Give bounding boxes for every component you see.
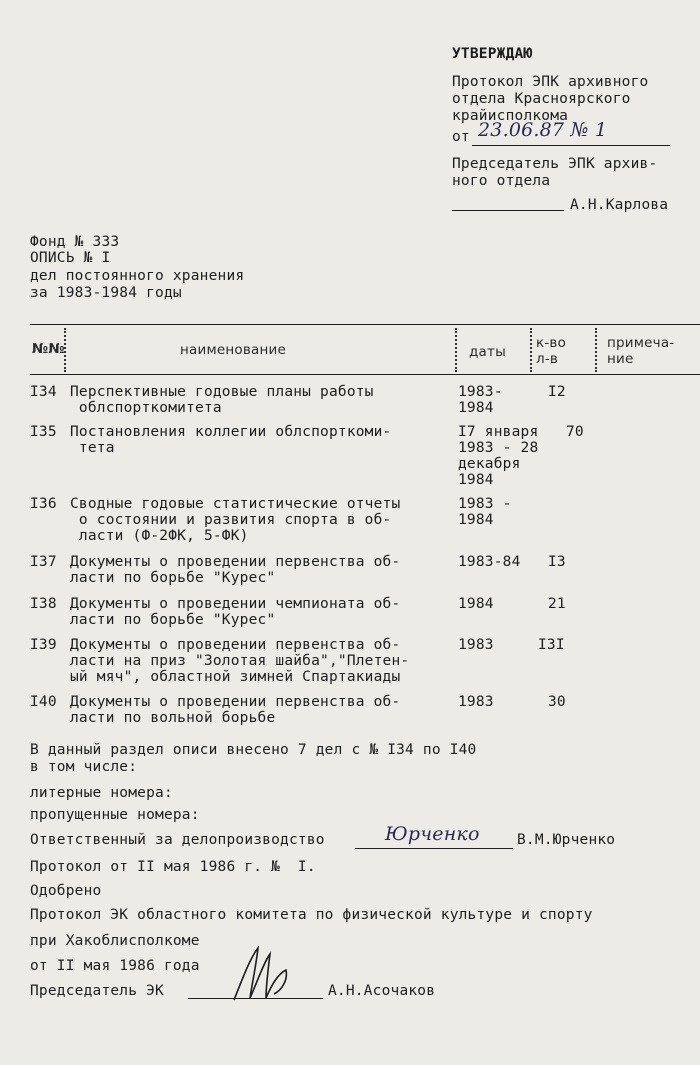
approval-from-label: от [452, 129, 470, 145]
row-sheet-count: I3I [538, 637, 565, 653]
row-number: I39 [30, 637, 57, 653]
approval-date-line [472, 145, 670, 146]
approval-line-1: Протокол ЭПК архивного [452, 74, 649, 90]
responsible-signature: Юрченко [385, 823, 480, 845]
responsible-signature-line [355, 848, 513, 849]
column-divider [595, 328, 597, 372]
total-line: В данный раздел описи внесено 7 дел с № I34 по I40 [30, 742, 477, 758]
row-dates: 1983- 1984 [458, 384, 503, 416]
approval-line-2: отдела Красноярского [452, 91, 631, 107]
col-header-count: к-во л-в [536, 335, 567, 367]
approval-title: УТВЕРЖДАЮ [452, 46, 533, 62]
row-title: Перспективные годовые планы работы облспорткомитета [70, 384, 374, 416]
row-title: Постановления коллегии облспорткоми- тета [70, 424, 392, 456]
row-number: I38 [30, 596, 57, 612]
col-header-number: №№ [32, 341, 65, 357]
row-title: Документы о проведении чемпионата об- ласти по борьбе "Курес" [70, 596, 401, 628]
row-sheet-count: 30 [548, 694, 566, 710]
approval-chair-1: Председатель ЭПК архив- [452, 156, 658, 172]
row-dates: 1983 - 1984 [458, 496, 512, 528]
row-title: Документы о проведении первенства об- ласти по вольной борьбе [70, 694, 401, 726]
approved-label: Одобрено [30, 883, 102, 899]
approval-signer: А.Н.Карлова [570, 197, 669, 213]
protocol-line: Протокол от II мая 1986 г. № I. [30, 859, 316, 875]
row-title: Документы о проведении первенства об- ласти на приз "Золотая шайба","Плетен- ый мяч", областной зимней Спартакиады [70, 637, 410, 685]
table-top-rule [30, 324, 700, 325]
row-sheet-count: I3 [548, 554, 566, 570]
responsible-label: Ответственный за делопроизводство [30, 832, 325, 848]
row-title: Сводные годовые статистические отчеты о состоянии и развития спорта в об- ласти (Ф-2ФК, 5-ФК) [70, 496, 401, 544]
table-header-rule [30, 374, 700, 375]
col-header-dates: даты [469, 344, 506, 360]
row-sheet-count: 70 [566, 424, 584, 440]
row-title: Документы о проведении первенства об- ласти по борьбе "Курес" [70, 554, 401, 586]
row-number: I37 [30, 554, 57, 570]
including-line: в том числе: [30, 759, 138, 775]
liter-numbers: литерные номера: [30, 785, 173, 801]
chair-name: А.Н.Асочаков [328, 983, 436, 999]
ek-protocol-line: Протокол ЭК областного комитета по физической культуре и спорту [30, 907, 593, 923]
row-number: I40 [30, 694, 57, 710]
row-sheet-count: 21 [548, 596, 566, 612]
fond-number: Фонд № 333 [30, 234, 120, 250]
responsible-name: В.М.Юрченко [517, 832, 616, 848]
row-dates: 1984 [458, 596, 494, 612]
approval-chair-2: ного отдела [452, 173, 551, 189]
ek-date-line: от II мая 1986 года [30, 958, 200, 974]
row-number: I35 [30, 424, 57, 440]
row-dates: 1983 [458, 694, 494, 710]
approval-line-3: крайисполкома [452, 108, 569, 124]
row-sheet-count: I2 [548, 384, 566, 400]
approval-from-handwritten: 23.06.87 № 1 [478, 119, 608, 141]
storage-kind: дел постоянного хранения [30, 268, 245, 284]
missed-numbers: пропущенные номера: [30, 807, 200, 823]
opis-number: ОПИСЬ № I [30, 250, 111, 266]
row-dates: 1983-84 [458, 554, 521, 570]
approval-signature-line [452, 210, 564, 211]
row-number: I36 [30, 496, 57, 512]
ek-organization-line: при Хакоблисполкоме [30, 933, 200, 949]
col-header-notes: примеча- ние [607, 335, 675, 367]
row-dates: I7 января 1983 - 28 декабря 1984 [458, 424, 539, 488]
col-header-name: наименование [180, 342, 286, 358]
column-divider [455, 328, 457, 372]
chair-label: Председатель ЭК [30, 983, 164, 999]
column-divider [530, 328, 532, 372]
row-number: I34 [30, 384, 57, 400]
chair-signature-scribble [228, 940, 298, 1006]
row-dates: 1983 [458, 637, 494, 653]
years-range: за 1983-1984 годы [30, 285, 182, 301]
